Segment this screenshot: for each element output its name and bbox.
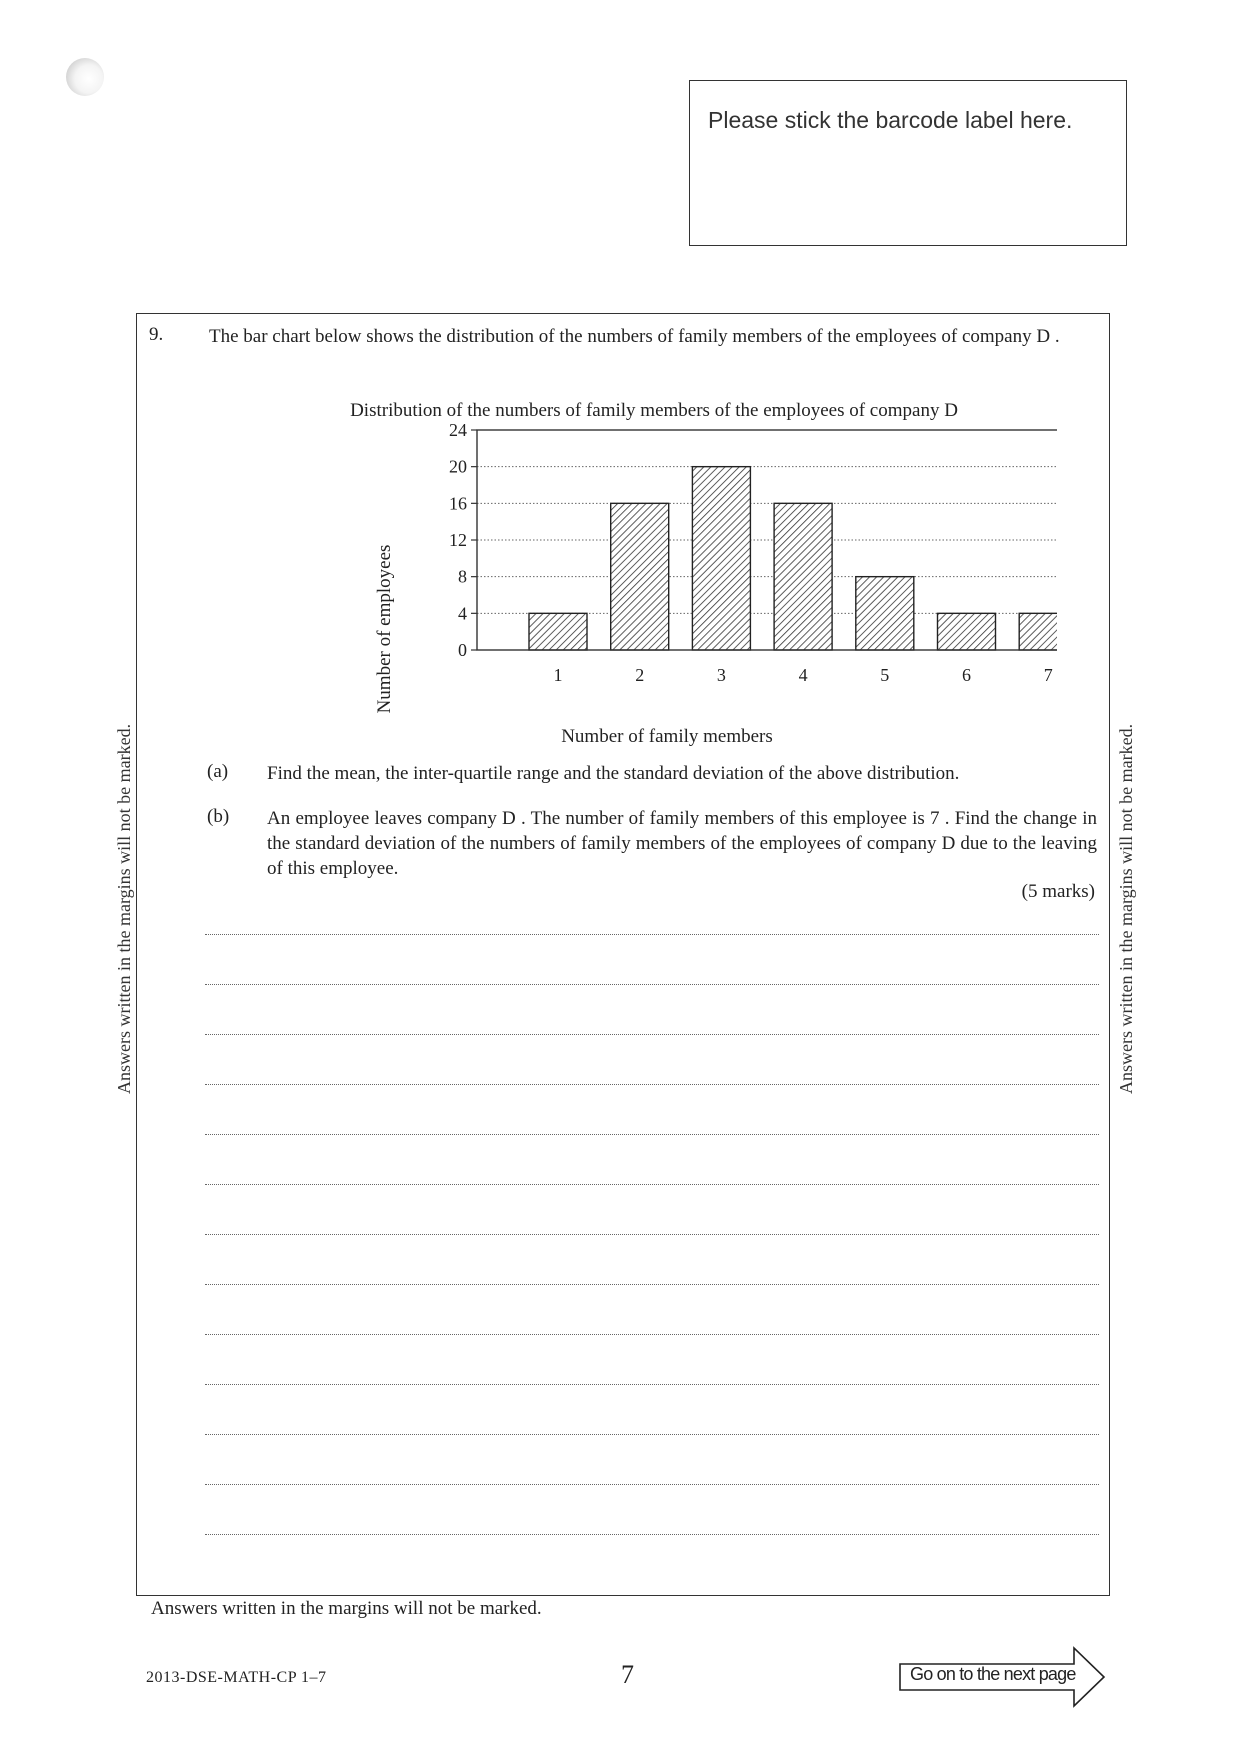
chart-gridlines [477, 467, 1057, 614]
chart-x-tick-label: 5 [880, 665, 890, 685]
right-margin-note: Answers written in the margins will not be marked. [1116, 723, 1136, 1094]
chart-bar [529, 613, 587, 650]
question-text: The bar chart below shows the distribution of the numbers of family members of the employees of company D . [209, 326, 1060, 347]
barcode-label-box [689, 80, 1127, 246]
chart-y-tick-label: 20 [449, 456, 467, 477]
answer-line[interactable] [205, 934, 1099, 935]
chart-x-tick-label: 6 [962, 665, 971, 685]
next-page-label: Go on to the next page [910, 1664, 1076, 1684]
answer-line[interactable] [205, 984, 1099, 985]
chart-y-tick-label: 12 [449, 530, 467, 550]
chart-x-ticks [554, 665, 1053, 685]
chart-bar [856, 577, 914, 650]
chart-y-ticks [449, 424, 477, 660]
chart-y-tick-label: 24 [449, 424, 467, 440]
answer-line[interactable] [205, 1334, 1099, 1335]
chart-bar [1019, 613, 1057, 650]
chart-x-tick-label: 2 [635, 665, 645, 685]
part-b-text: An employee leaves company D . The number of family members of this employee is 7 . Find the change in the standard deviation of the numbers of family members of the employees of company D due to the leaving of this employee. [267, 808, 1097, 879]
answer-line[interactable] [205, 1284, 1099, 1285]
left-margin-note: Answers written in the margins will not be marked. [114, 723, 134, 1094]
footer-margin-note: Answers written in the margins will not be marked. [151, 1598, 542, 1619]
part-a-label: (a) [207, 761, 229, 782]
answer-line[interactable] [205, 1434, 1099, 1435]
bar-chart [237, 424, 1057, 754]
chart-y-tick-label: 4 [458, 603, 467, 624]
chart-bar [774, 503, 832, 650]
answer-line[interactable] [205, 1234, 1099, 1235]
chart-bars [529, 467, 1057, 650]
answer-line[interactable] [205, 1534, 1099, 1535]
chart-x-tick-label: 4 [798, 665, 808, 685]
chart-bar [692, 467, 750, 650]
chart-title: Distribution of the numbers of family members of the employees of company D [350, 400, 958, 421]
marks-label: (5 marks) [1021, 881, 1095, 902]
chart-x-tick-label: 1 [553, 665, 563, 685]
part-b-label: (b) [207, 806, 230, 827]
barcode-label-text: Please stick the barcode label here. [708, 107, 1073, 133]
chart-bar [938, 613, 996, 650]
chart-y-tick-label: 0 [458, 640, 467, 660]
part-a-text: Find the mean, the inter-quartile range and the standard deviation of the above distribution. [267, 763, 960, 784]
question-number: 9. [149, 324, 164, 345]
paper-code: 2013-DSE-MATH-CP 1–7 [146, 1669, 327, 1686]
answer-line[interactable] [205, 1484, 1099, 1485]
answer-box [136, 313, 1110, 1596]
punch-hole [66, 58, 104, 96]
next-page-arrow [898, 1646, 1108, 1713]
chart-x-tick-label: 3 [716, 665, 726, 685]
chart-bar [611, 503, 669, 650]
answer-line[interactable] [205, 1184, 1099, 1185]
chart-y-tick-label: 16 [449, 493, 467, 514]
answer-line[interactable] [205, 1034, 1099, 1035]
answer-line[interactable] [205, 1134, 1099, 1135]
chart-y-axis-label: Number of employees [374, 544, 395, 714]
answer-line[interactable] [205, 1084, 1099, 1085]
chart-y-tick-label: 8 [458, 566, 467, 587]
answer-line[interactable] [205, 1384, 1099, 1385]
chart-x-axis-label: Number of family members [561, 726, 773, 747]
page-number: 7 [621, 1660, 634, 1689]
chart-x-tick-label: 7 [1043, 665, 1053, 685]
